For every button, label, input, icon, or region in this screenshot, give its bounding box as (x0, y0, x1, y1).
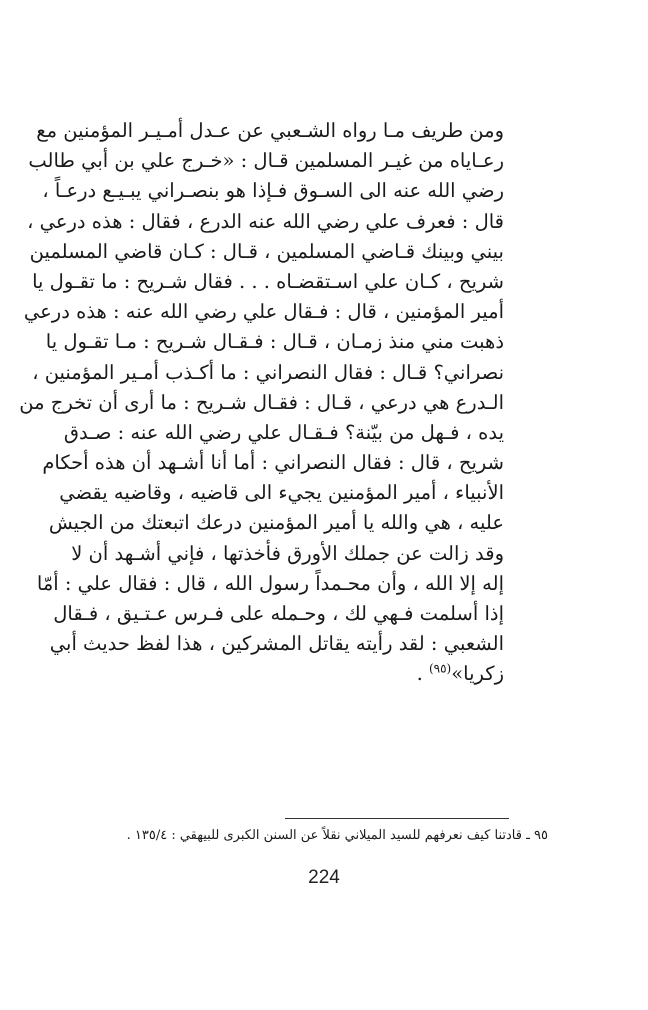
text-line: ومن طريف مـا رواه الشـعبي عن عـدل أمـيـر المؤمنين مع (36, 119, 504, 142)
text-line: الأنبياء ، أمير المؤمنين يجيء الى قاضيه ، وقاضيه يقضي (59, 481, 504, 505)
text-line: رعـاياه من غيـر المسلمين قـال : «خـرج علي بن أبي طالب (28, 149, 504, 173)
text-line: أمير المؤمنين ، قال : فـقال علي رضي الله عنه : هذه درعي (23, 300, 504, 324)
page-number: 224 (308, 867, 340, 888)
text-line-last (72, 659, 504, 689)
footnote-divider (285, 818, 509, 819)
main-paragraph (19, 116, 504, 690)
text-line: الشعبي : لقد رأيته يقاتل المشركين ، هذا لفظ حديث أبي (49, 632, 504, 656)
text-line: عليه ، هي والله يا أمير المؤمنين درعك اتبعتك من الجيش (48, 511, 504, 535)
text-line: الـدرع هي درعي ، قـال : فقـال شـريح : ما أرى أن تخرج من (19, 390, 504, 414)
last-line-end: . (416, 662, 429, 686)
text-line: يده ، فـهل من بيّنة؟ فـقـال علي رضي الله عنه : صـدق (63, 420, 504, 444)
text-line: قال : فعرف علي رضي الله عنه الدرع ، فقال : هذه درعي ، (27, 209, 504, 233)
footnote: ٩٥ ـ قادتنا كيف نعرفهم للسيد الميلاني نقلاً عن السنن الكبرى للبيهقي : ١٣٥/٤ . (126, 828, 548, 843)
text-line: إذا أسلمت فـهي لك ، وحـمله على فـرس عـتـيق ، فـقال (53, 602, 504, 625)
text-line: رضي الله عنه الى السـوق فـإذا هو بنصـراني يبـيـع درعـاً ، (42, 179, 504, 203)
text-line: نصراني؟ قـال : فقال النصراني : ما أكـذب أمـير المؤمنين ، (32, 360, 504, 384)
text-line: بيني وبينك قـاضي المسلمين ، قـال : كـان قاضي المسلمين (29, 239, 504, 263)
text-line: إله إلا الله ، وأن محـمداً رسول الله ، قال : فقال علي : أمّا (36, 571, 504, 595)
text-line: وقد زالت عن جملك الأورق فأخذتها ، فإني أشـهد أن لا (71, 541, 504, 565)
last-line-text: زكريا» (451, 662, 504, 686)
text-line: شريح ، كـان علي اسـتقضـاه . . . فقال شـريح : ما تقـول يا (32, 269, 504, 293)
text-line: شريح ، قال : فقال النصراني : أما أنا أشـهد أن هذه أحكام (42, 451, 504, 475)
text-line: ذهبت مني منذ زمـان ، قـال : فـقـال شـريح : مـا تقـول يا (45, 330, 504, 354)
footnote-reference[interactable]: (٩٥) (428, 661, 452, 676)
